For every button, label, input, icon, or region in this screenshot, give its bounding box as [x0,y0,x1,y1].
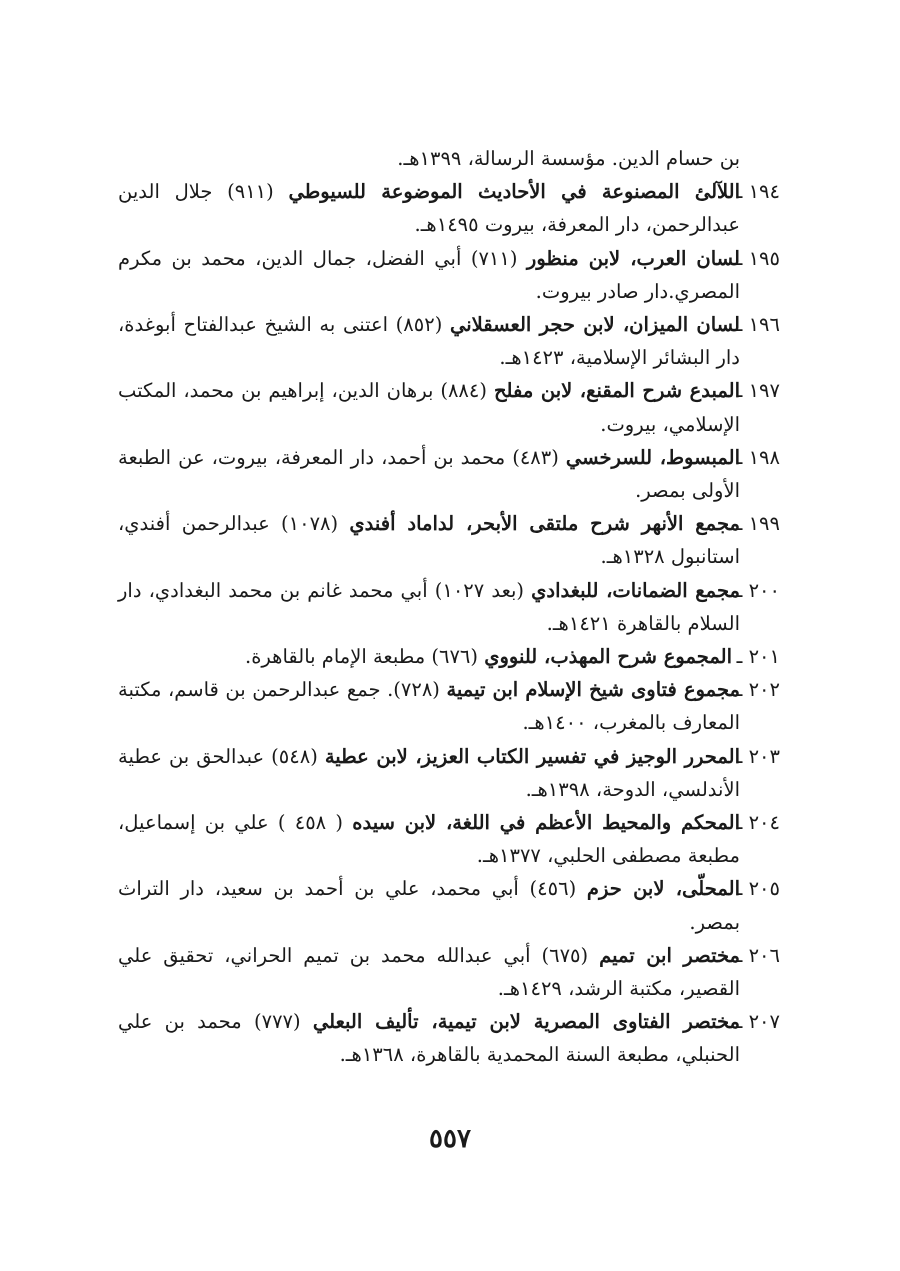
entry-details: (٧٢٨). جمع عبدالرحمن بن قاسم، مكتبة المعارف بالمغرب، ١٤٠٠هـ. [118,678,740,735]
entry-details: (٩١١) جلال الدين عبدالرحمن، دار المعرفة، بيروت ١٤٩٥هـ. [118,180,740,237]
entry-title: المبدع شرح المقنع، لابن مفلح [493,379,741,403]
entry-text [118,939,740,1005]
bibliography-entry-201 [118,640,780,673]
bibliography-entry-195 [118,242,780,308]
entry-number: ٢٠٣ ـ [736,744,780,768]
entry-text [118,673,740,739]
entry-details: (٦٧٦) مطبعة الإمام بالقاهرة. [245,645,485,669]
entry-title: المحرر الوجيز في تفسير الكتاب العزيز، لابن عطية [324,744,740,768]
entry-title: المبسوط، للسرخسي [565,445,741,469]
entry-number: ٢٠٥ ـ [736,877,780,901]
bibliography-entry-198 [118,441,780,507]
bibliography-entry-199 [118,507,780,573]
entry-title: مجمع الأنهر شرح ملتقى الأبحر، لداماد أفندي [349,512,740,536]
entry-title: لسان الميزان، لابن حجر العسقلاني [449,313,740,337]
bibliography-page [118,142,780,1072]
entry-number: ٢٠٠ ـ [736,578,780,602]
entry-details: ( ٤٥٨ ) علي بن إسماعيل، مطبعة مصطفى الحلبي، ١٣٧٧هـ. [118,811,740,868]
entry-text [118,441,740,507]
entry-number: ٢٠١ ـ [736,645,780,669]
entry-number: ٢٠٧ ـ [736,1010,780,1034]
entry-number: ١٩٥ ـ [736,246,780,270]
entry-text [118,574,740,640]
entry-details: (٧٧٧) محمد بن علي الحنبلي، مطبعة السنة المحمدية بالقاهرة، ١٣٦٨هـ. [118,1010,740,1067]
entry-title: مختصر ابن تميم [599,943,740,967]
entry-text [118,1005,740,1071]
entry-text [118,806,740,872]
entry-number: ١٩٤ ـ [736,180,780,204]
page-number: ٥٥٧ [429,1124,471,1154]
entry-title: اللآلئ المصنوعة في الأحاديث الموضوعة للسيوطي [288,180,741,204]
entry-details: (٤٨٣) محمد بن أحمد، دار المعرفة، بيروت، عن الطبعة الأولى بمصر. [118,445,740,503]
bibliography-entry-194 [118,175,780,241]
entry-text [118,740,740,806]
entry-text [118,507,740,573]
bibliography-entry-204 [118,806,780,872]
bibliography-entry-200 [118,574,780,640]
entry-details: (٨٨٤) برهان الدين، إبراهيم بن محمد، المكتب الإسلامي، بيروت. [118,379,740,436]
continuation-line: بن حسام الدين. مؤسسة الرسالة، ١٣٩٩هـ. [397,147,740,170]
entry-title: لسان العرب، لابن منظور [526,246,740,270]
entry-details: (٨٥٢) اعتنى به الشيخ عبدالفتاح أبوغدة، دار البشائر الإسلامية، ١٤٢٣هـ. [118,313,740,370]
entry-title: مجموع فتاوى شيخ الإسلام ابن تيمية [446,678,740,702]
entry-number: ٢٠٦ ـ [736,943,780,967]
entry-number: ١٩٩ ـ [736,512,780,536]
bibliography-entry-206 [118,939,780,1005]
entry-details: (بعد ١٠٢٧) أبي محمد غانم بن محمد البغدادي، دار السلام بالقاهرة ١٤٢١هـ. [118,578,740,635]
bibliography-entry-196 [118,308,780,374]
entry-title: المجموع شرح المهذب، للنووي [484,645,732,669]
entry-number: ٢٠٤ ـ [736,811,780,835]
entry-number: ٢٠٢ ـ [736,678,780,702]
entry-details: (٥٤٨) عبدالحق بن عطية الأندلسي، الدوحة، ١٣٩٨هـ. [118,744,740,801]
bibliography-entry-202 [118,673,780,739]
entry-text [118,242,740,308]
entry-details: (٦٧٥) أبي عبدالله محمد بن تميم الحراني، تحقيق علي القصير، مكتبة الرشد، ١٤٢٩هـ. [118,943,740,1001]
entry-details: (١٠٧٨) عبدالرحمن أفندي، استانبول ١٣٢٨هـ. [118,512,740,569]
entry-details: (٧١١) أبي الفضل، جمال الدين، محمد بن مكرم المصري.دار صادر بيروت. [118,246,740,303]
entry-title: مجمع الضمانات، للبغدادي [531,578,740,602]
entry-number: ١٩٨ ـ [736,445,780,469]
entry-text [118,640,732,673]
entry-title: المحكم والمحيط الأعظم في اللغة، لابن سيده [352,811,740,835]
entry-text [118,872,740,938]
bibliography-entry-197 [118,374,780,440]
bibliography-entry-203 [118,740,780,806]
bibliography-entry-205 [118,872,780,938]
bibliography-entry-207 [118,1005,780,1071]
entry-title: مختصر الفتاوى المصرية لابن تيمية، تأليف البعلي [312,1010,740,1034]
entry-text [118,374,740,440]
entry-text [118,175,740,241]
entry-number: ١٩٦ ـ [736,313,780,337]
entry-details: (٤٥٦) أبي محمد، علي بن أحمد بن سعيد، دار التراث بمصر. [118,877,740,934]
entry-number: ١٩٧ ـ [736,379,780,403]
entry-text [118,308,740,374]
entry-title: المحلّى، لابن حزم [586,877,740,901]
